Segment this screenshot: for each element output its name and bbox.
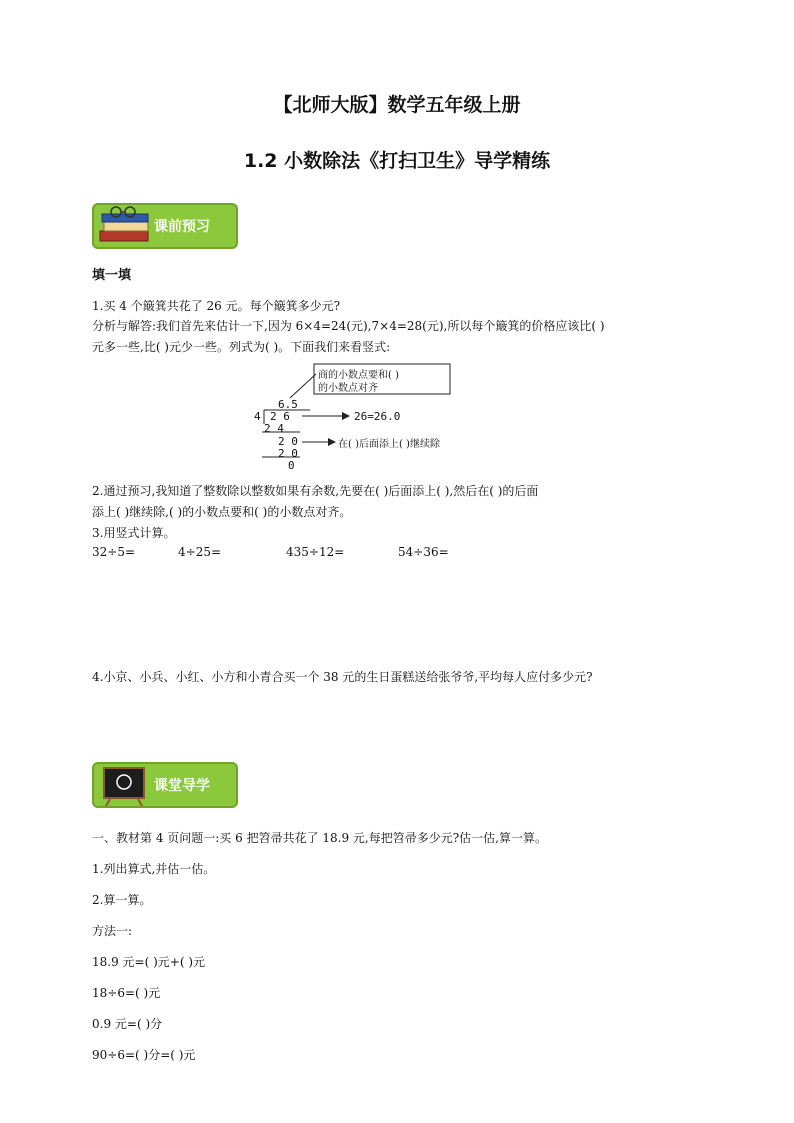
page-subtitle: 1.2 小数除法《打扫卫生》导学精练 xyxy=(243,150,551,172)
divisor: 4 xyxy=(254,410,261,423)
class-line6: 18÷6=( )元 xyxy=(92,986,161,1000)
calc-item: 54÷36= xyxy=(398,545,449,559)
class-line7: 0.9 元=( )分 xyxy=(92,1017,163,1031)
arrow1-text: 26=26.0 xyxy=(354,410,401,423)
calc-item: 4÷25= xyxy=(178,545,222,559)
sub1: 2 4 xyxy=(264,422,284,435)
blackboard-icon xyxy=(100,765,150,807)
final-remainder: 0 xyxy=(288,459,295,472)
question-2-line1: 2.通过预习,我知道了整数除以整数如果有余数,先要在( )后面添上( ),然后在( )的后面 xyxy=(92,484,539,498)
question-1-line3: 元多一些,比( )元少一些。列式为( )。下面我们来看竖式: xyxy=(92,340,391,354)
arrow2-text: 在( )后面添上( )继续除 xyxy=(338,439,440,450)
banner-label: 课前预习 xyxy=(154,219,210,235)
class-line2: 1.列出算式,并估一估。 xyxy=(92,862,216,876)
class-line4: 方法一: xyxy=(92,924,133,938)
class-line3: 2.算一算。 xyxy=(92,893,152,907)
quotient: 6.5 xyxy=(278,398,298,411)
calc-item: 32÷5= xyxy=(92,545,136,559)
class-line1: 一、教材第 4 页问题一:买 6 把笤帚共花了 18.9 元,每把笤帚多少元?估一估,算一算。 xyxy=(92,831,547,845)
question-1-line2: 分析与解答:我们首先来估计一下,因为 6×4=24(元),7×4=28(元),所以每个簸箕的价格应该比( ) xyxy=(92,319,605,333)
note-line1: 商的小数点要和( ) xyxy=(318,370,399,381)
question-3-title: 3.用竖式计算。 xyxy=(92,526,176,540)
rem1: 2 0 xyxy=(278,435,298,448)
banner-label: 课堂导学 xyxy=(154,778,210,794)
sub2: 2 0 xyxy=(278,447,298,460)
long-division-diagram xyxy=(250,362,570,472)
section-banner-preview xyxy=(92,203,238,249)
section-banner-class xyxy=(92,762,238,808)
books-icon xyxy=(96,205,154,247)
class-line8: 90÷6=( )分=( )元 xyxy=(92,1048,196,1062)
question-1-line1: 1.买 4 个簸箕共花了 26 元。每个簸箕多少元? xyxy=(92,299,341,313)
calc-item: 435÷12= xyxy=(286,545,345,559)
page-title: 【北师大版】数学五年级上册 xyxy=(273,94,521,116)
question-4: 4.小京、小兵、小红、小方和小青合买一个 38 元的生日蛋糕送给张爷爷,平均每人应付多少元? xyxy=(92,670,593,684)
dividend: 2 6 xyxy=(270,410,290,423)
class-line5: 18.9 元=( )元+( )元 xyxy=(92,955,205,969)
note-line2: 的小数点对齐 xyxy=(318,383,378,394)
fill-in-heading: 填一填 xyxy=(92,268,132,283)
question-2-line2: 添上( )继续除,( )的小数点要和( )的小数点对齐。 xyxy=(92,505,352,519)
